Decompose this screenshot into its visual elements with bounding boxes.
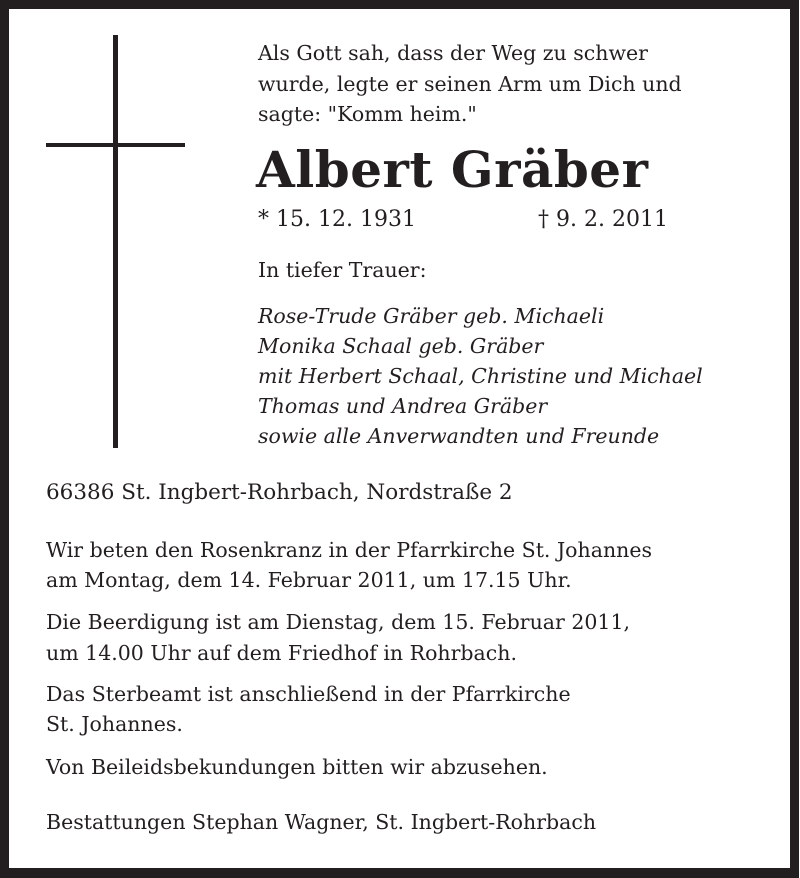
mourning-heading: In tiefer Trauer: [258,258,427,282]
address: 66386 St. Ingbert-Rohrbach, Nordstraße 2 [46,480,513,505]
paragraph-line: am Montag, dem 14. Februar 2011, um 17.15 Uhr. [46,568,572,592]
paragraph-line: Das Sterbeamt ist anschließend in der Pfarrkirche [46,682,571,706]
birth-date: * 15. 12. 1931 [258,207,416,232]
verse-line: sagte: "Komm heim." [258,102,477,126]
mourner: Monika Schaal geb. Gräber [258,334,544,358]
paragraph-line: Von Beileidsbekundungen bitten wir abzusehen. [46,755,548,779]
undertaker: Bestattungen Stephan Wagner, St. Ingbert-Rohrbach [46,810,597,834]
mourner: Rose-Trude Gräber geb. Michaeli [258,304,605,328]
cross-icon-bar [46,143,185,147]
mourner: mit Herbert Schaal, Christine und Michael [258,364,703,388]
death-date: † 9. 2. 2011 [538,207,668,232]
deceased-name: Albert Gräber [256,140,649,199]
paragraph-line: Wir beten den Rosenkranz in der Pfarrkirche St. Johannes [46,538,653,562]
cross-icon [113,35,118,448]
paragraph-line: St. Johannes. [46,712,183,736]
mourner: sowie alle Anverwandten und Freunde [258,424,660,448]
verse-line: wurde, legte er seinen Arm um Dich und [258,72,682,96]
paragraph-line: Die Beerdigung ist am Dienstag, dem 15. Februar 2011, [46,610,630,634]
verse-line: Als Gott sah, dass der Weg zu schwer [258,41,648,65]
paragraph-line: um 14.00 Uhr auf dem Friedhof in Rohrbach. [46,641,517,665]
mourner: Thomas und Andrea Gräber [258,394,548,418]
